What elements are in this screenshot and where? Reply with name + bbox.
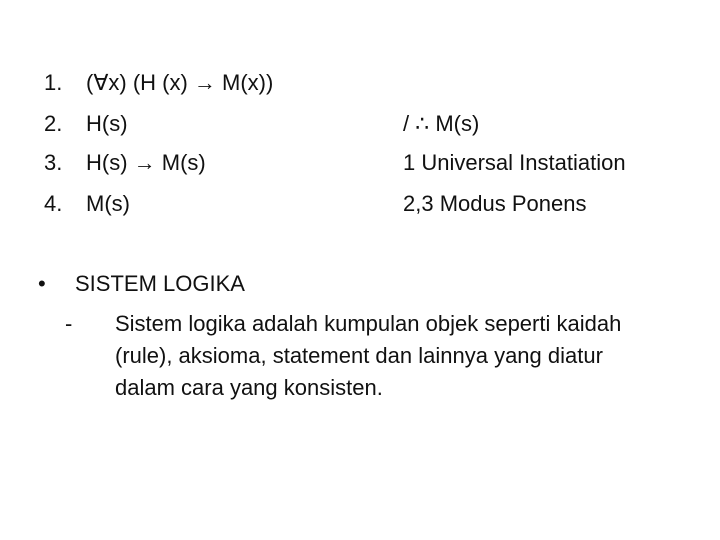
section-description: Sistem logika adalah kumpulan objek seperti kaidah (rule), aksioma, statement dan lainnya yang diatur dalam cara yang konsisten.	[115, 311, 622, 400]
step-justification: / ∴ M(s)	[403, 111, 480, 136]
step-number: 1.	[44, 70, 63, 95]
dash-icon: -	[65, 311, 73, 336]
step-number: 2.	[44, 111, 63, 136]
step-number: 3.	[44, 150, 63, 175]
step-justification: 1 Universal Instatiation	[403, 150, 626, 175]
step-statement: M(s)	[86, 191, 130, 216]
bullet-icon: •	[38, 271, 46, 296]
section-title: SISTEM LOGIKA	[75, 271, 245, 296]
step-statement: H(s) → M(s)	[86, 150, 206, 175]
step-number: 4.	[44, 191, 63, 216]
step-justification: 2,3 Modus Ponens	[403, 191, 587, 216]
step-statement: H(s)	[86, 111, 128, 136]
step-statement: (∀x) (H (x) → M(x))	[86, 70, 274, 95]
